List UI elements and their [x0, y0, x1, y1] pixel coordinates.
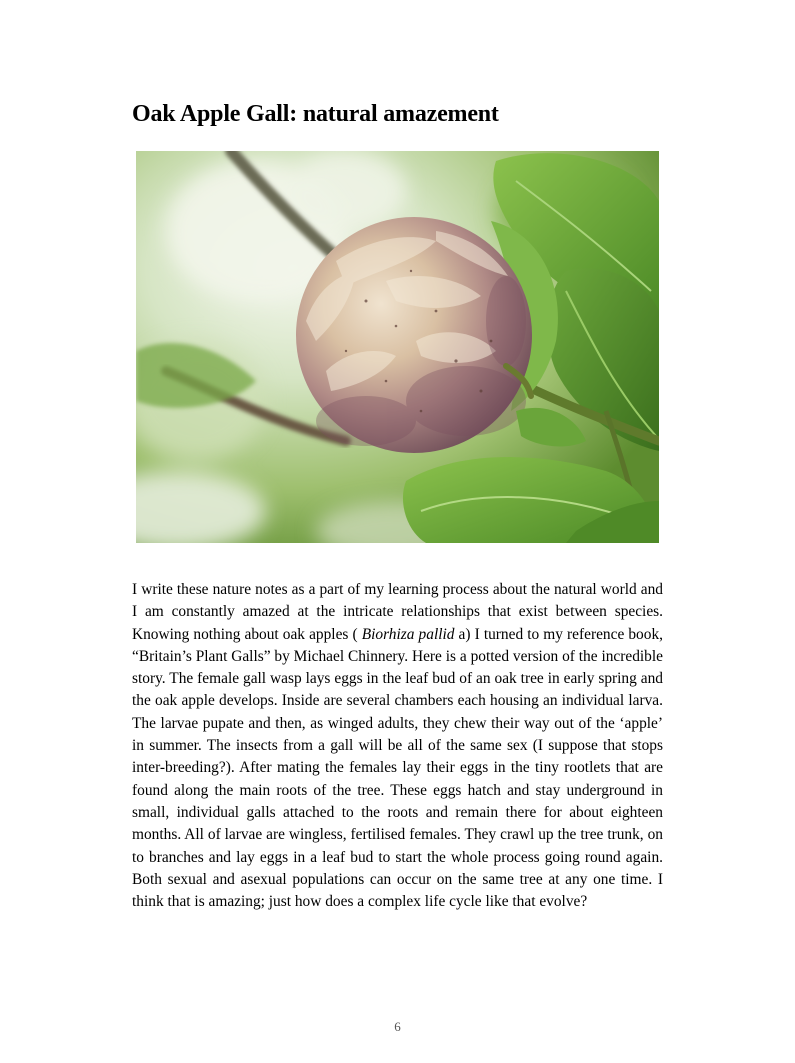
- page-number: 6: [394, 1019, 401, 1034]
- article-paragraph: [132, 579, 663, 913]
- article-text-part-1: I write these nature notes as a part of my learning process about the natural world and I am constantly amazed at the intricate relationships that exist between species. Knowing nothing about oak apples (: [132, 581, 663, 643]
- page-title: Oak Apple Gall: natural amazement: [132, 101, 499, 127]
- article-text-part-2: a) I turned to my reference book, “Britain’s Plant Galls” by Michael Chinnery. Here is a potted version of the incredible story. The female gall wasp lays eggs in the leaf bud of an oak tree in early spring and the oak apple develops. Inside are several chambers each housing an individual larva. The larvae pupate and then, as winged adults, they chew their way out of the ‘apple’ in summer. The insects from a gall will be all of the same sex (I suppose that stops inter-breeding?). After mating the females lay their eggs in the tiny rootlets that are found along the main roots of the tree. These eggs hatch and stay underground in small, individual galls attached to the roots and remain there for about eighteen months. All of larvae are wingless, fertilised females. They crawl up the tree trunk, on to branches and lay eggs in a leaf bud to start the whole process going round again. Both sexual and asexual populations can occur on the same tree at any one time. I think that is amazing; just how does a complex life cycle like that evolve?: [132, 625, 663, 911]
- species-name: Biorhiza pallid: [361, 625, 455, 643]
- oak-apple-gall-photo: [136, 151, 659, 543]
- photo-illustration: [136, 151, 659, 543]
